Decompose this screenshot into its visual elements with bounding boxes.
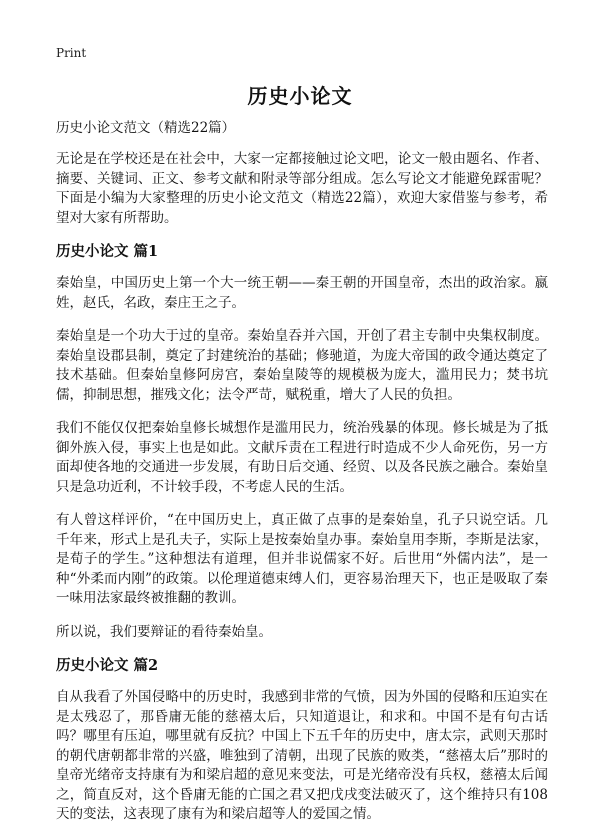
section-1 — [56, 242, 548, 642]
document-body — [56, 118, 548, 839]
section-2 — [56, 656, 548, 825]
page-title: 历史小论文 — [247, 84, 353, 108]
paragraph: 自从我看了外国侵略中的历史时，我感到非常的气愤，因为外国的侵略和压迫实在是太残忍了，那昏庸无能的慈禧太后，只知道退让，和求和。中国不是有句古话吗？哪里有压迫，哪里就有反抗？中国上下五千年的历史中，唐太宗，武则天那时的朝代唐朝都非常的兴盛，唯独到了清朝，出现了民族的败类，“慈禧太后”那时的皇帝光绪帝支持康有为和梁启超的意见来变法，可是光绪帝没有兵权，慈禧太后闻之，简直反对，这个昏庸无能的亡国之君又把戊戌变法破灭了，这个维持只有108天的变法，这表现了康有为和梁启超等人的爱国之情。 — [56, 689, 548, 822]
document-subtitle: 历史小论文范文（精选22篇） — [56, 120, 236, 136]
section-heading: 历史小论文 篇2 — [56, 657, 159, 674]
paragraph: 有人曾这样评价，“在中国历史上，真正做了点事的是秦始皇，孔子只说空话。几千年来，形式上是孔夫子，实际上是按秦始皇办事。秦始皇用李斯，李斯是法家，是荀子的学生。”这种想法有道理，但并非说儒家不好。后世用“外儒内法”，是一种“外柔而内刚”的政策。以伦理道德束缚人们，更容易治理天下，也正是吸取了秦一味用法家最终被推翻的教训。 — [56, 512, 548, 606]
section-heading: 历史小论文 篇1 — [56, 243, 159, 260]
paragraph: 我们不能仅仅把秦始皇修长城想作是滥用民力，统治残暴的体现。修长城是为了抵御外族入侵，事实上也是如此。文献斥责在工程进行时造成不少人命死伤，另一方面却使各地的交通进一步发展，有助日后交通、经贸、以及各民族之融合。秦始皇只是急功近利，不计较手段，不考虑人民的生活。 — [56, 420, 548, 495]
print-link[interactable]: Print — [56, 46, 87, 60]
intro-paragraph: 无论是在学校还是在社会中，大家一定都接触过论文吧，论文一般由题名、作者、摘要、关键词、正文、参考文献和附录等部分组成。怎么写论文才能避免踩雷呢？下面是小编为大家整理的历史小论文范文（精选22篇），欢迎大家借鉴与参考，希望对大家有所帮助。 — [56, 151, 548, 226]
paragraph: 秦始皇是一个功大于过的皇帝。秦始皇吞并六国，开创了君主专制中央集权制度。秦始皇设郡县制，奠定了封建统治的基础；修驰道，为庞大帝国的政令通达奠定了技术基础。但秦始皇修阿房宫，秦始皇陵等的规模极为庞大，滥用民力；焚书坑儒，抑制思想，摧残文化；法令严苛，赋税重，增大了人民的负担。 — [56, 328, 548, 403]
paragraph: 秦始皇，中国历史上第一个大一统王朝——秦王朝的开国皇帝，杰出的政治家。嬴姓，赵氏，名政，秦庄王之子。 — [56, 275, 548, 311]
paragraph: 所以说，我们要辩证的看待秦始皇。 — [56, 623, 272, 640]
